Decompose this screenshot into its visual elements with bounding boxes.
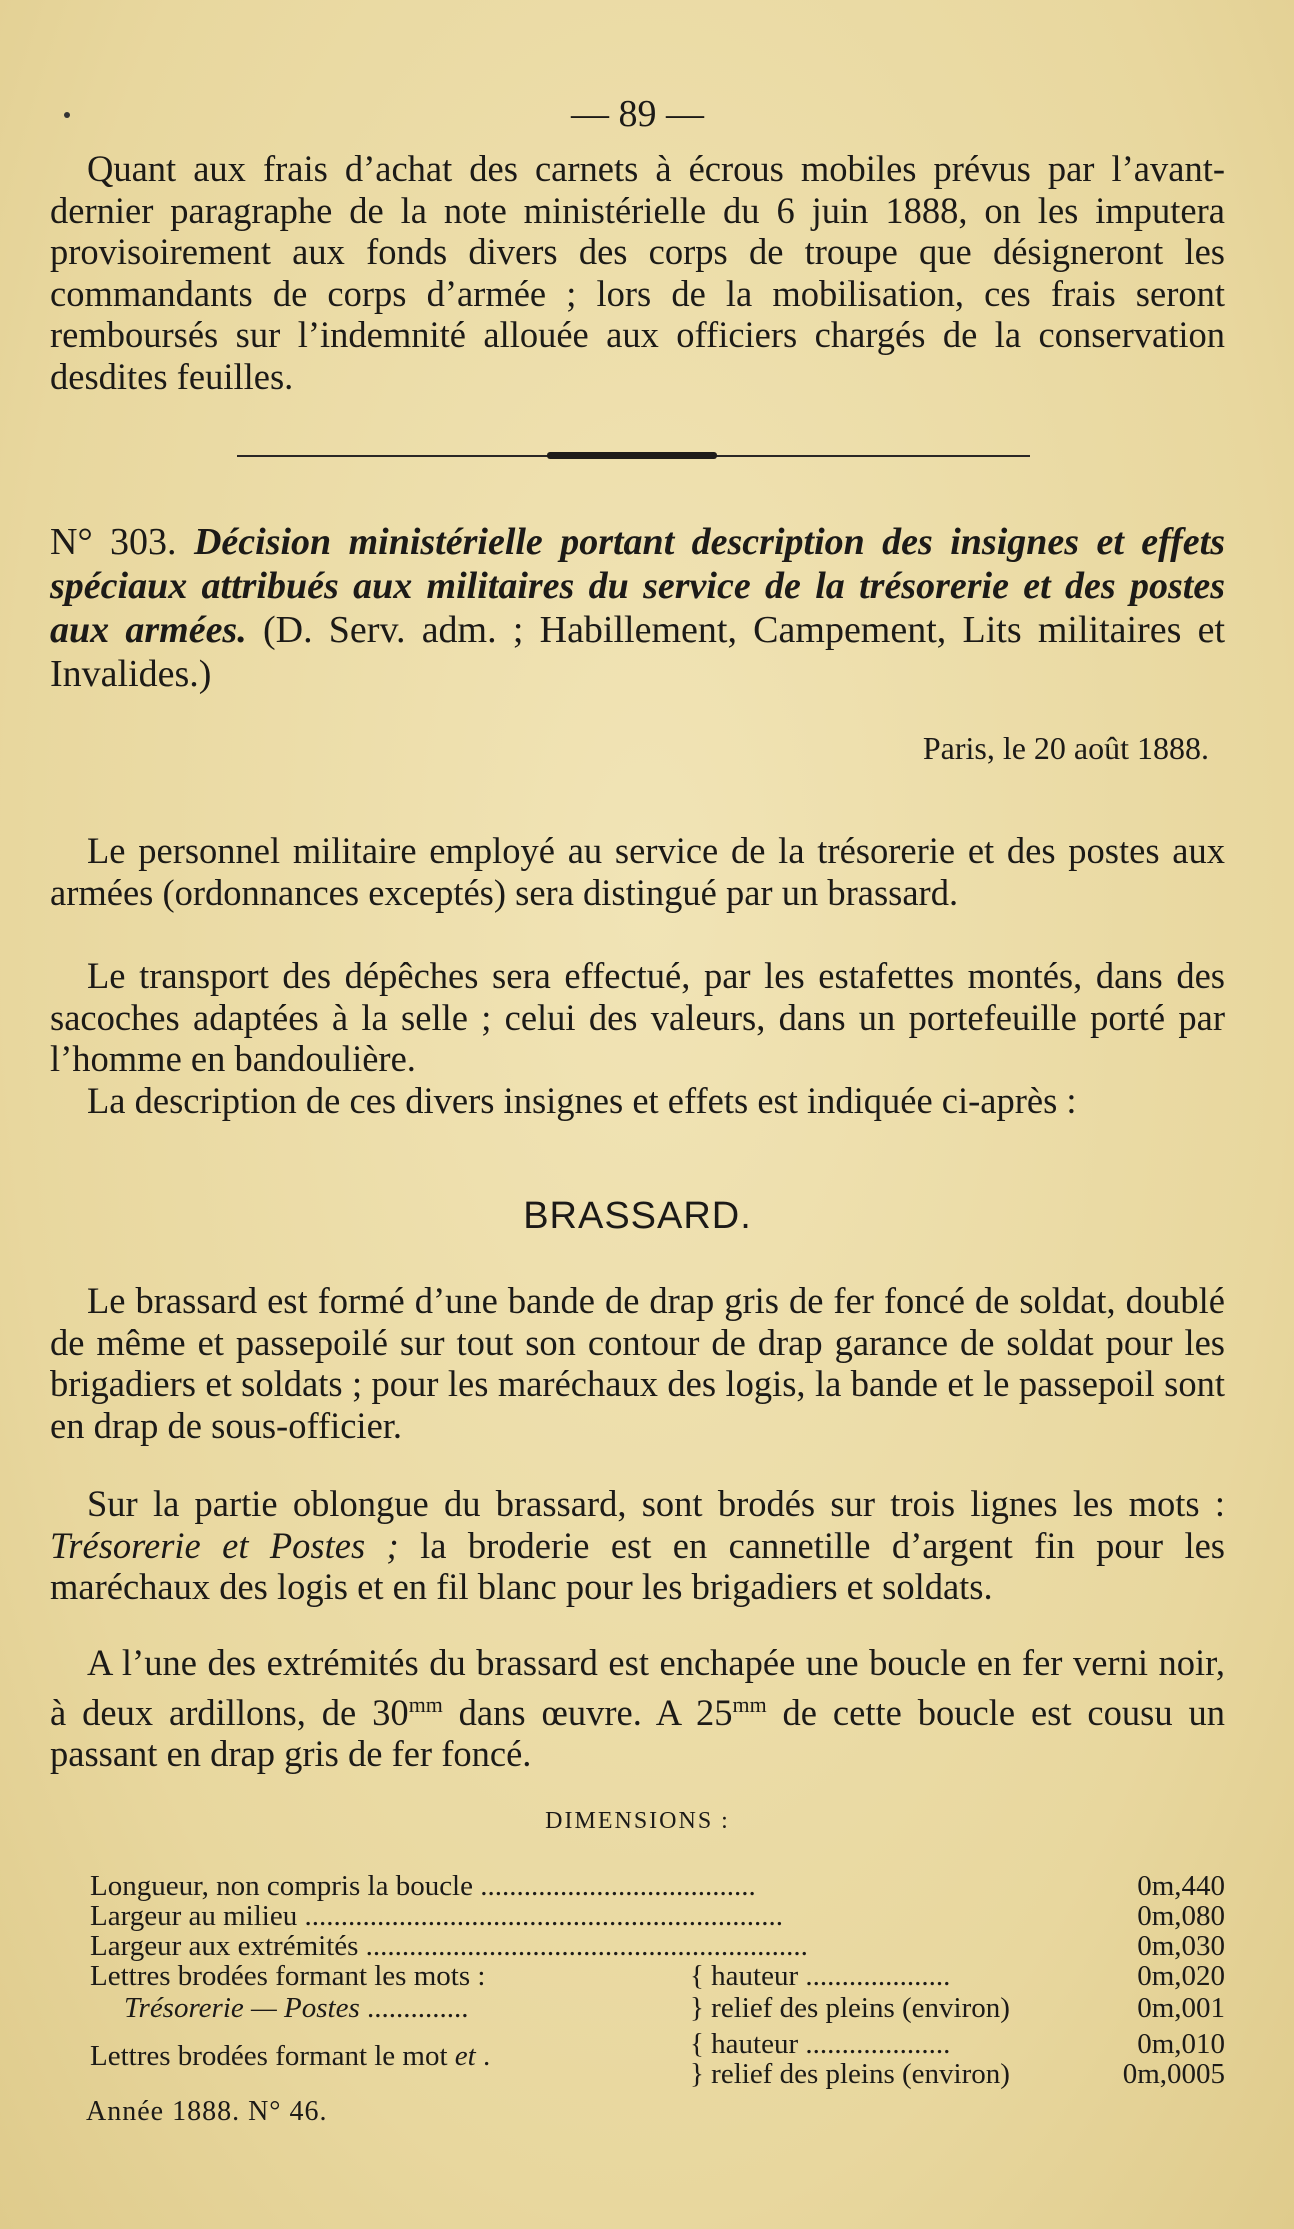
decision-title: Décision ministérielle portant description des insignes et effets spéciaux attribués aux militaires du service de la trésorerie et des postes aux armées. [50,521,1226,651]
dimensions-heading: DIMENSIONS : [545,1808,730,1834]
section-divider [237,455,1030,457]
brassard-paragraph-1: Le brassard est formé d’une bande de drap gris de fer foncé de soldat, doublé de même et passepoilé sur tout son contour de drap garance de soldat pour les brigadiers et soldats ; pour les maréchaux des logis, la bande et le passepoil sont en drap de sous-officier. [50,1280,1225,1446]
paragraph-description: La description de ces divers insignes et effets est indiquée ci-après : [87,1080,1077,1121]
brassard-paragraph-3: A l’une des extrémités du brassard est enchapée une boucle en fer verni noir, à deux ardillons, de $30^{mm}$ dans œuvre. A $25^{mm}$ de cette boucle est cousu un passant en drap gris de fer foncé. [50,1642,1226,1775]
decision-number: N° 303. [50,521,177,563]
dimension-value: 0m,0005 [1122,2058,1225,2090]
dimension-value: 0m,080 [1137,1900,1225,1932]
paragraph-personnel: Le personnel militaire employé au service de la trésorerie et des postes aux armées (ordonnances exceptés) sera distingué par un brassard. [50,830,1225,913]
dimension-row: Lettres brodées formant les mots : { hauteur .................... 0m,020 [90,1960,1225,1992]
dimension-row: Longueur, non compris la boucle ...................................... 0m,440 [90,1870,1225,1902]
dimension-row: Lettres brodées formant le mot et . { hauteur .................... 0m,010 } relief des pleins (environ) 0m,0005 [90,2028,1225,2090]
dimension-row: Largeur aux extrémités ............................................................. 0m,030 [90,1930,1225,1962]
dimension-row: Trésorerie — Postes .............. } relief des pleins (environ) 0m,001 [124,1992,1225,2024]
intro-paragraph: Quant aux frais d’achat des carnets à écrous mobiles prévus par l’avant-dernier paragraphe de la note ministérielle du 6 juin 1888, on les imputera provisoirement aux fonds divers des corps de troupe que désigneront les commandants de corps d’armée ; lors de la mobilisation, ces frais seront remboursés sur l’indemnité allouée aux officiers chargés de la conservation desdites feuilles. [50,148,1225,397]
dimension-value: 0m,001 [1137,1992,1225,2024]
decision-header [50,520,1225,696]
decision-reference: (D. Serv. adm. ; Habillement, Campement, Lits militaires et Invalides.) [50,609,1226,695]
dimension-value: 0m,020 [1137,1960,1225,1992]
date-line: Paris, le 20 août 1888. [922,730,1209,766]
footer-issue: Année 1888. N° 46. [86,2096,328,2127]
paragraph-transport: Le transport des dépêches sera effectué, par les estafettes montés, dans des sacoches adaptées à la selle ; celui des valeurs, dans un portefeuille porté par l’homme en bandoulière. [50,955,1225,1079]
brassard-paragraph-2: Sur la partie oblongue du brassard, sont brodés sur trois lignes les mots : Trésorerie et Postes ; la broderie est en cannetille d’argent fin pour les maréchaux des logis et en fil blanc pour les brigadiers et soldats. [50,1483,1225,1607]
dimension-value: 0m,010 [1137,2028,1225,2060]
page-number: — 89 — [571,93,704,135]
dimension-value: 0m,440 [1137,1870,1225,1902]
section-heading: BRASSARD. [523,1195,752,1237]
dimension-value: 0m,030 [1137,1930,1225,1962]
dimension-row: Largeur au milieu .................................................................. 0m,080 [90,1900,1225,1932]
